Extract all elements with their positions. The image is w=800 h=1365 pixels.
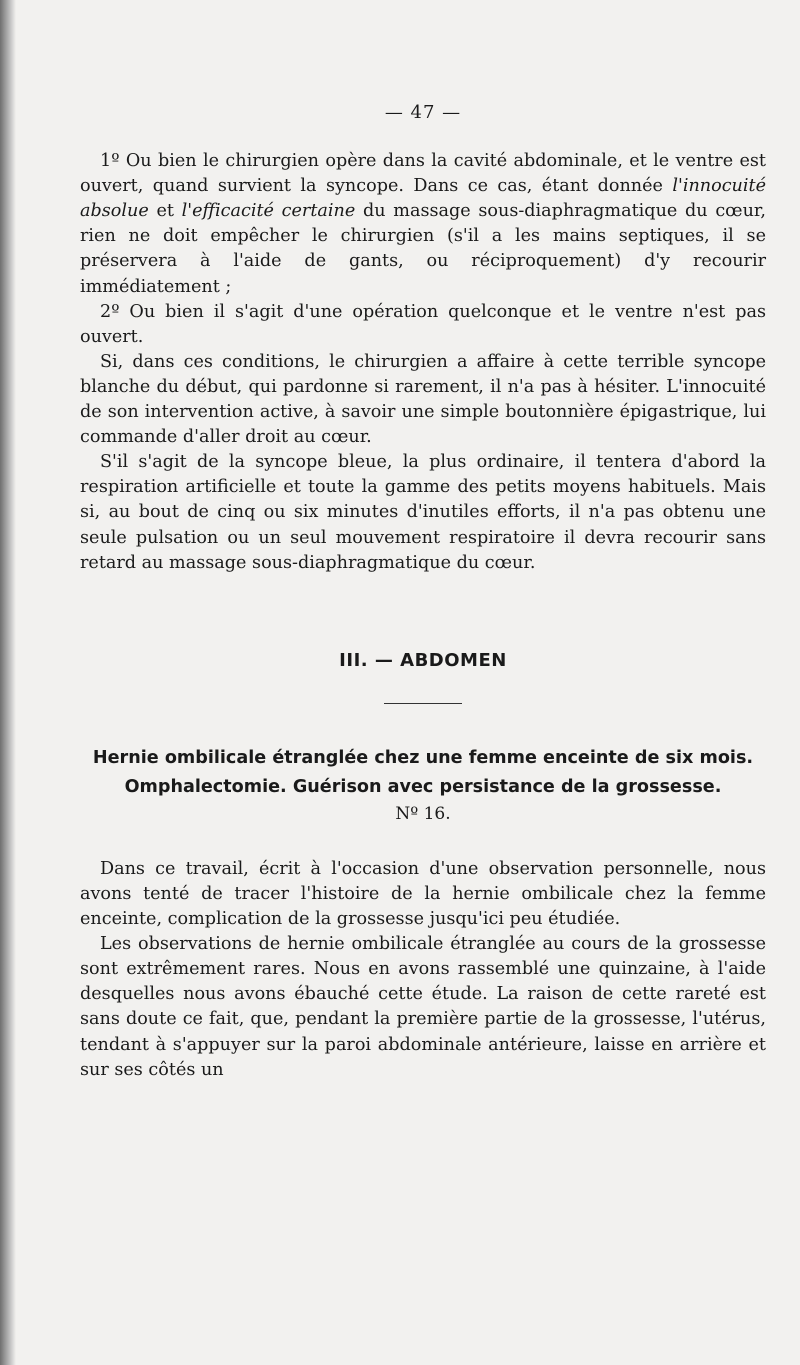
heading-divider (384, 703, 462, 704)
paragraph-1-text: 1º Ou bien le chirurgien opère dans la cavité abdominale, et le ventre est ouvert, quand survient la syncope. Dans ce cas, étant donnée (80, 151, 766, 197)
italic-innocuite: l'innocuité absolue (80, 176, 766, 222)
paragraph-2: 2º Ou bien il s'agit d'une opération quelconque et le ventre n'est pas ouvert. (80, 301, 766, 347)
paragraph-4: S'il s'agit de la syncope bleue, la plus ordinaire, il tentera d'abord la respiration artificielle et toute la gamme des petits moyens habituels. Mais si, au bout de cinq ou six minutes d'inutiles efforts, il n'a pas obtenu une seule pulsation ou un seul mouvement respiratoire il devra recourir sans retard au massage sous-diaphragmatique du cœur. (80, 452, 766, 573)
document-page (80, 100, 766, 1083)
paragraph-1 (80, 149, 766, 300)
case-title-line-2: Omphalectomie. Guérison avec persistance de la grossesse. (124, 776, 722, 797)
page-number: — 47 — (384, 102, 462, 123)
case-title-line-1: Hernie ombilicale étranglée chez une femme enceinte de six mois. (92, 747, 754, 768)
paragraph-1-mid: et (148, 201, 182, 222)
paragraph-6: Les observations de hernie ombilicale étranglée au cours de la grossesse sont extrêmement rares. Nous en avons rassemblé une quinzaine, à l'aide desquelles nous avons ébauché cette étude. La raison de cette rareté est sans doute ce fait, que, pendant la première partie de la grossesse, l'utérus, tendant à s'appuyer sur la paroi abdominale antérieure, laisse en arrière et sur ses côtés un (80, 934, 766, 1080)
page-edge-shadow (0, 0, 16, 1365)
paragraph-3: Si, dans ces conditions, le chirurgien a affaire à cette terrible syncope blanche du début, qui pardonne si rarement, il n'a pas à hésiter. L'innocuité de son intervention active, à savoir une simple boutonnière épigastrique, lui commande d'aller droit au cœur. (80, 351, 766, 448)
paragraph-1-end: du massage sous-diaphragmatique du cœur, rien ne doit empêcher le chirurgien (s'il a les mains septiques, il se préservera à l'aide de gants, ou réciproquement) d'y recourir immédiatement ; (80, 201, 766, 297)
paragraph-5: Dans ce travail, écrit à l'occasion d'une observation personnelle, nous avons tenté de tracer l'histoire de la hernie ombilicale chez la femme enceinte, complication de la grossesse jusqu'ici peu étudiée. (80, 858, 766, 930)
section-heading: III. — ABDOMEN (339, 649, 507, 671)
italic-efficacite: l'efficacité certaine (181, 201, 356, 222)
case-number: Nº 16. (395, 803, 451, 824)
case-title (80, 744, 766, 802)
